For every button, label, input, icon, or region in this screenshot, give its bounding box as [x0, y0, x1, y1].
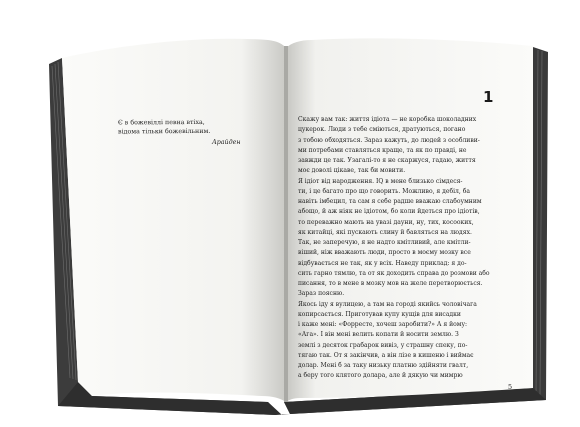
- text-line: сить гарно тямлю, та от як доходить справа до розмови або: [298, 269, 490, 277]
- paragraph: [298, 238, 515, 300]
- text-line: моє доволі цікаве, так би мовити.: [298, 167, 406, 175]
- text-line: ти, і це багато про що говорить. Можливо, я дебіл, ба: [298, 187, 470, 195]
- paragraph: [298, 300, 515, 382]
- epigraph: [118, 118, 268, 138]
- text-line: цукерок. Люди з тебе сміються, дратуються, погано: [298, 126, 466, 134]
- text-line: тягаю так. От я закінчив, а він лізе в кишеню і виймає: [298, 351, 474, 359]
- text-line: відбувається не так, як у всіх. Наведу приклад: я до-: [298, 259, 467, 267]
- text-line: абощо, й аж ніяк не ідіотом, бо коли йдеться про ідіотів,: [298, 208, 480, 216]
- text-line: писання, то в мене в мозку мов на желе перетворюється.: [298, 280, 483, 287]
- text-line: а беру того клятого долара, але й дякую чи мимрю: [298, 372, 463, 380]
- text-line: ми потребами ставляться краще, та як по правді, не: [298, 146, 467, 154]
- paragraph: [298, 177, 515, 239]
- left-page: [62, 39, 286, 402]
- paragraph: [298, 115, 515, 177]
- text-line: навіть імбецил, та сам я себе радше вважаю слабоумним: [298, 198, 482, 205]
- text-line: Якось іду я вулицею, а там на городі якийсь чоловічага: [298, 300, 477, 308]
- epigraph-line-2: відома тільки божевільним.: [118, 128, 211, 136]
- text-line: віший, ніж вважають люди, просто в моєму мозку все: [298, 249, 471, 257]
- epigraph-author: Арайден: [212, 139, 241, 146]
- text-line: Зараз поясню.: [298, 290, 345, 298]
- text-line: і каже мені: «Форресте, хочеш заробити?» А я йому:: [298, 321, 468, 328]
- chapter-number: 1: [483, 88, 494, 106]
- text-line: Так, не заперечую, я не надто кмітливий, але кмітли-: [298, 239, 471, 246]
- text-line: Я ідіот від народження. IQ в мене близько сімдеся-: [298, 177, 463, 185]
- text-line: з тобою обходяться. Зараз кажуть, до людей з особливи-: [298, 136, 480, 144]
- epigraph-line-1: Є в божевіллі певна втіха,: [117, 118, 205, 127]
- text-line: то переважно мають на увазі дауни, ну, тих, косооких,: [298, 218, 474, 226]
- chapter-body: [298, 115, 515, 382]
- text-line: Скажу вам так: життя ідіота — не коробка шоколадних: [298, 116, 477, 123]
- gutter-shadow: [284, 46, 288, 402]
- text-line: долар. Мені б за таку низьку платню здійняти гвалт,: [298, 362, 469, 369]
- text-line: як китайці, які пускають слину й бавляться на людях.: [298, 228, 472, 236]
- text-line: копирсається. Приготував купу кущів для висадки: [298, 310, 461, 318]
- text-line: завжди це так. Узагалі-то я не скаржуся, гадаю, життя: [298, 157, 476, 164]
- text-line: «Ага». І він мені велить копати й носити землю. З: [298, 331, 459, 339]
- text-line: землі з десяток грабарок вивіз, у страшну спеку, по-: [298, 341, 468, 349]
- page-number: 5: [508, 383, 513, 391]
